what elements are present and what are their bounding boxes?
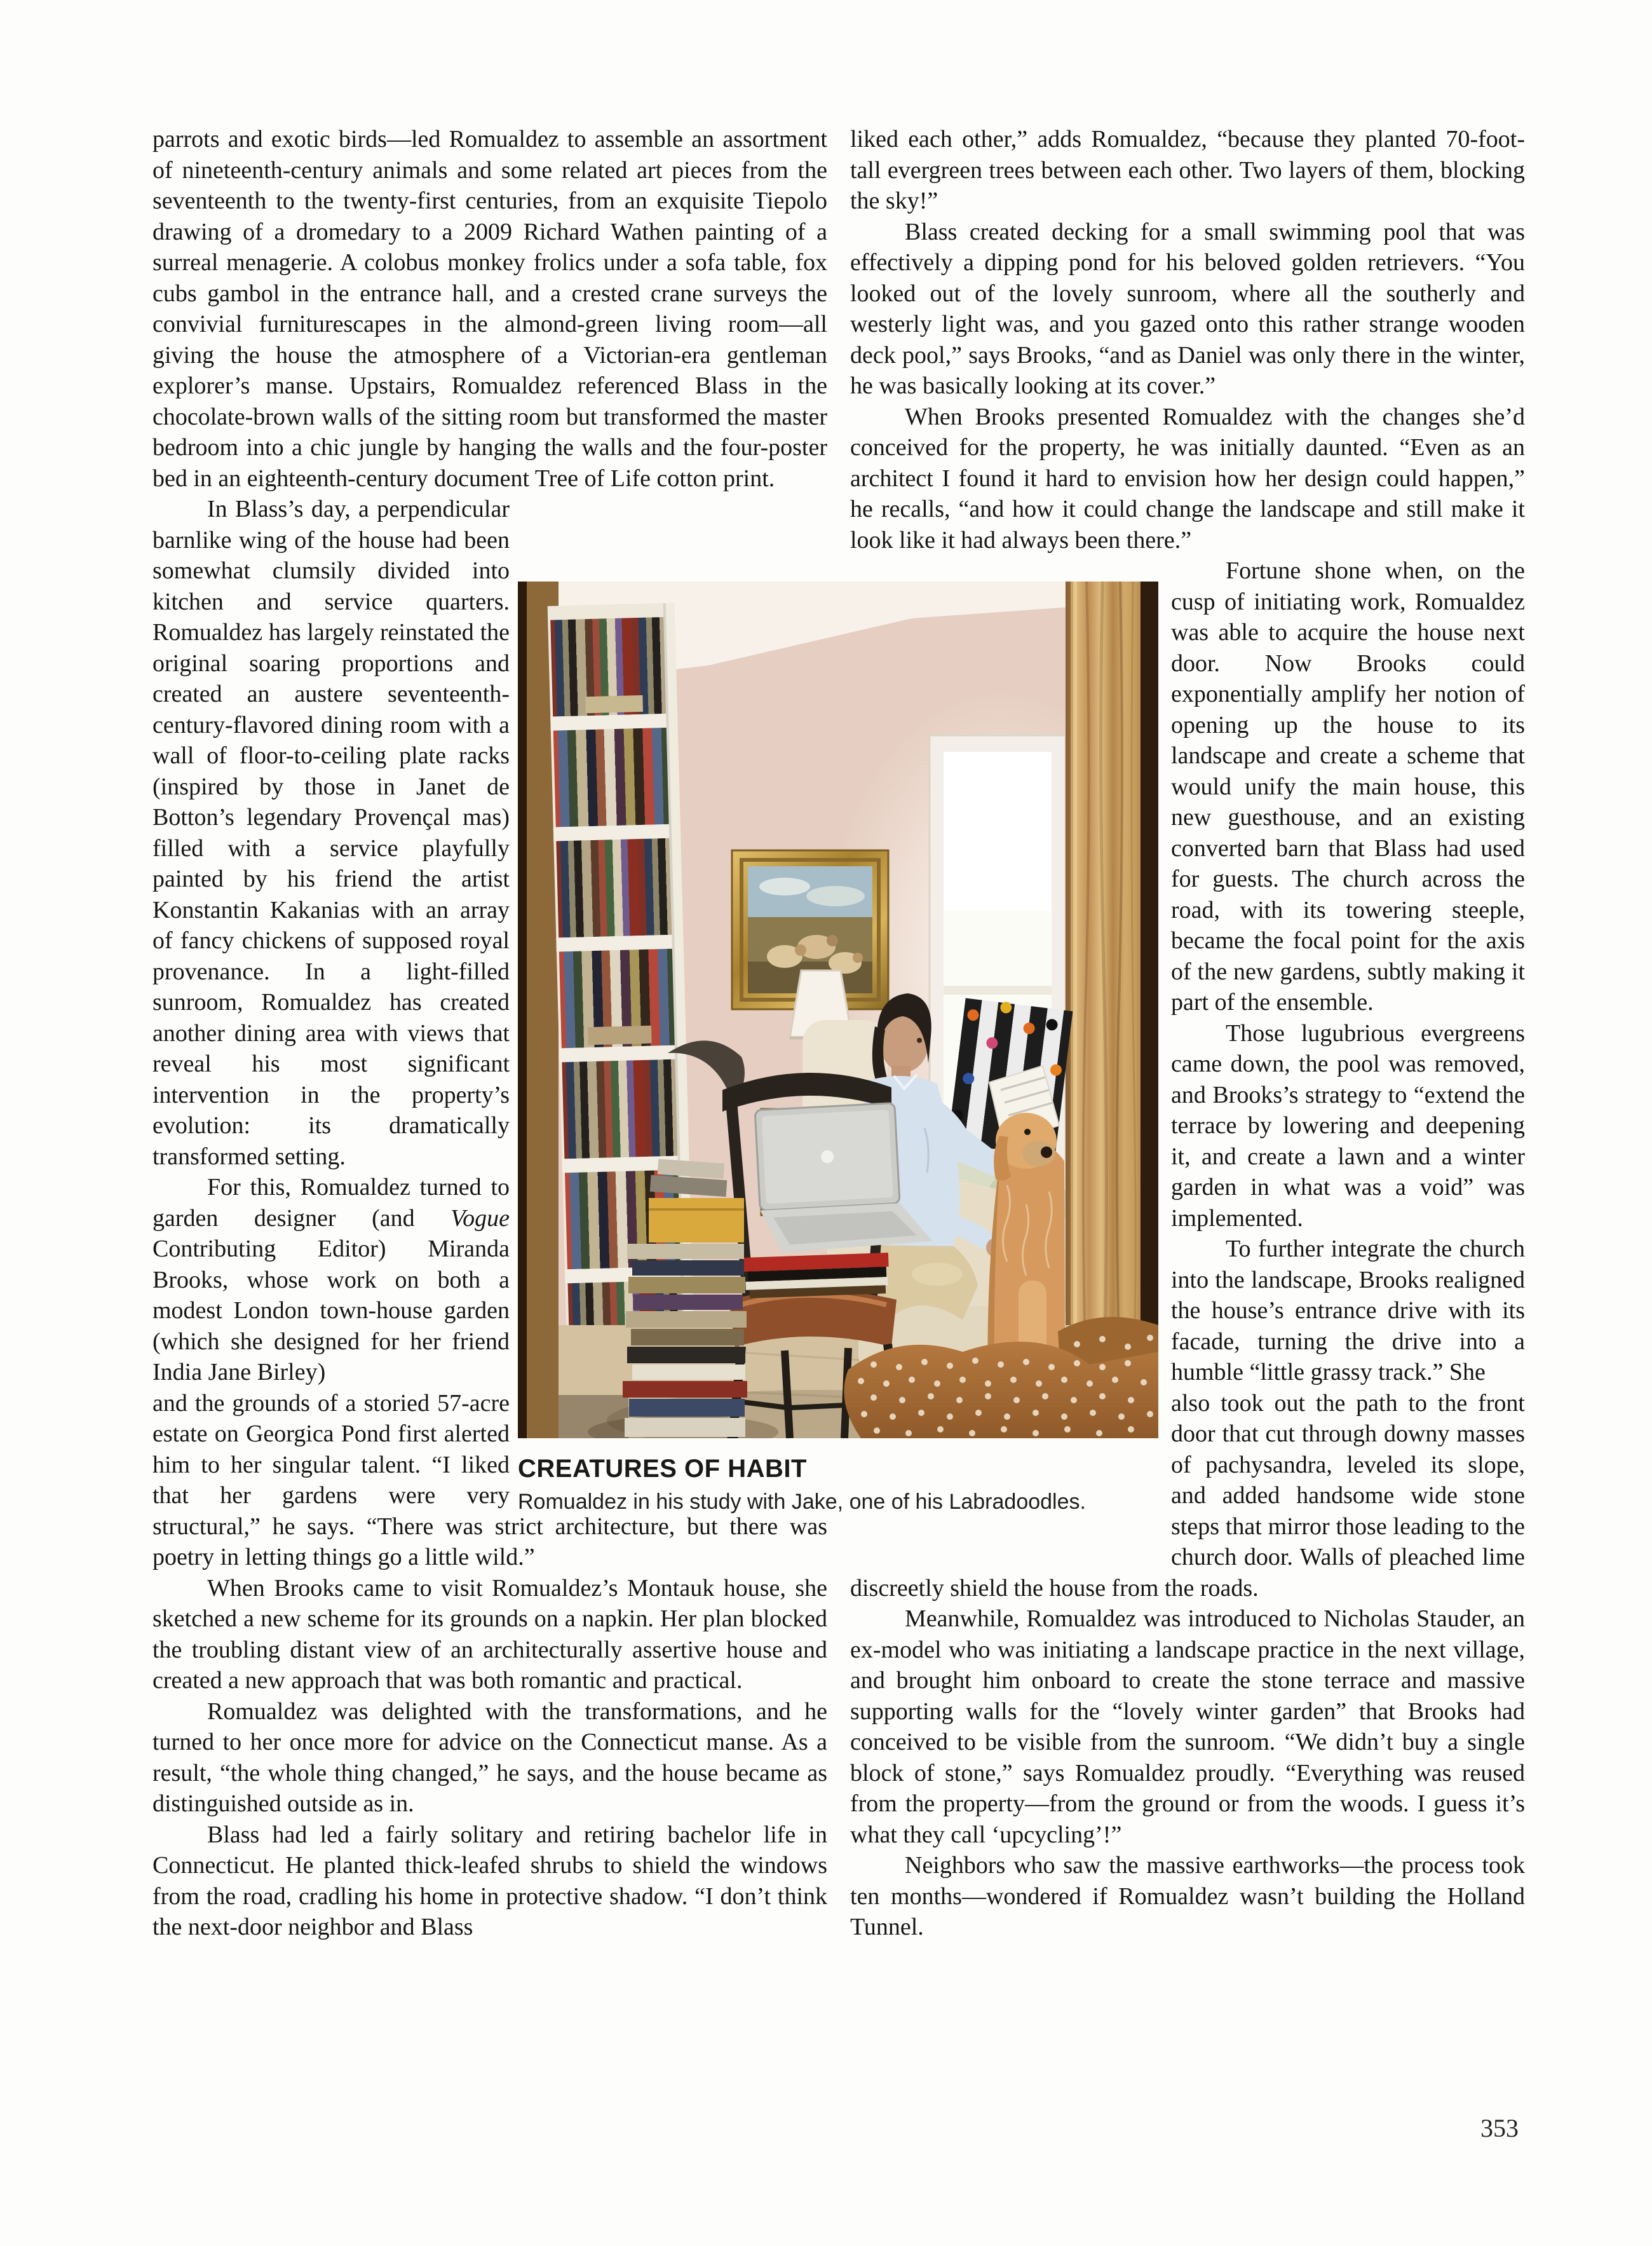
- study-photo: [518, 582, 1158, 1438]
- caption-text: Romualdez in his study with Jake, one of his Labradoodles.: [518, 1490, 1086, 1514]
- wooden-door: [1066, 582, 1144, 1438]
- body-paragraph: parrots and exotic birds—led Romualdez to assemble an assortment of nineteenth-century animals and some related art pieces from the seventeenth to the twenty-first centuries, from an exquisite Tiepolo drawing of a dromedary to a 2009 Richard Wathen painting of a surreal menagerie. A colobus monkey frolics under a sofa table, fox cubs gambol in the entrance hall, and a crested crane surveys the convivial furniturescapes in the almond-green living room—all giving the house the atmosphere of a Victorian-era gentleman explorer’s manse. Upstairs, Romualdez referenced Blass in the chocolate-brown walls of the sitting room but transformed the master bedroom into a chic jungle by hanging the walls and the four-poster bed in an eighteenth-century document Tree of Life cotton print.: [152, 126, 827, 492]
- door-frame-dark: [1141, 582, 1158, 1438]
- body-paragraph: Romualdez was delighted with the transformations, and he turned to her once more for advice on the Connecticut manse. As a result, “the whole thing changed,” he says, and the house became as distinguished outside as in.: [152, 1698, 827, 1817]
- body-paragraph: When Brooks presented Romualdez with the changes she’d conceived for the property, he was initially daunted. “Even as an architect I found it hard to envision how her design could happen,” he recalls, “and how it could change the landscape and still make it look like it had always been there.”: [850, 403, 1525, 554]
- left-door-frame-dark: [518, 582, 527, 1438]
- body-paragraph: Blass created decking for a small swimming pool that was effectively a dipping pond for his beloved golden retrievers. “You looked out of the lovely sunroom, where all the southerly and westerly light was, and you gazed onto this rather strange wooden deck pool,” says Brooks, “and as Daniel was only there in the winter, he was basically looking at its cover.”: [850, 218, 1525, 399]
- body-paragraph: To further integrate the church into the landscape, Brooks realigned the house’s entrance drive with its facade, turning the drive into a humble “little grassy track.” She: [1171, 1235, 1525, 1385]
- body-paragraph: and the grounds of a storied 57-acre estate on Georgica Pond first alerted him to her singular talent. “I liked that her gardens were very structural,” he says. “There was strict architecture, but there was poetry in letting things go a little wild.”: [152, 1389, 827, 1570]
- body-paragraph: Blass had led a fairly solitary and retiring bachelor life in Connecticut. He planted thick-leafed shrubs to shield the windows from the road, cradling his home in protective shadow. “I don’t think the next-door neighbor and Blass: [152, 1821, 827, 1940]
- left-column-top-text: [152, 124, 827, 494]
- caption-title: CREATURES OF HABIT: [518, 1455, 807, 1483]
- body-paragraph: Meanwhile, Romualdez was introduced to Nicholas Stauder, an ex-model who was initiating a landscape practice in the next village, and brought him onboard to create the stone terrace and massive supporting walls for the “lovely winter garden” that Brooks had conceived to be visible from the sunroom. “We didn’t buy a single block of stone,” says Romualdez proudly. “Everything was reused from the property—from the ground or from the woods. I guess it’s what they call ‘upcycling’!”: [850, 1605, 1525, 1848]
- body-paragraph: Those lugubrious evergreens came down, the pool was removed, and Brooks’s strategy to “extend the terrace by lowering and deepening it, and create a lawn and a winter garden in what was a void” was implemented.: [1171, 1019, 1525, 1232]
- right-column-top-text: [850, 124, 1525, 555]
- yellow-box: [649, 1198, 744, 1242]
- body-paragraph: In Blass’s day, a perpendicular barnlike wing of the house had been somewhat clumsily divided into kitchen and service quarters. Romualdez has largely reinstated the original soaring proportions and created an austere seventeenth-century-flavored dining room with a wall of floor-to-ceiling plate racks (inspired by those in Janet de Botton’s legendary Provençal mas) filled with a service playfully painted by his friend the artist Konstantin Kakanias with an array of fancy chickens of supposed royal provenance. In a light-filled sunroom, Romualdez has created another dining area with views that reveal his most significant intervention in the property’s evolution: its dramatically transformed setting.: [152, 496, 510, 1170]
- body-paragraph: For this, Romualdez turned to garden designer (and Vogue Contributing Editor) Miranda Brooks, whose work on both a modest London town-house garden (which she designed for her friend India Jane Birley): [152, 1174, 510, 1385]
- body-paragraph: also took out the path to the front door that cut through downy masses of pachysandra, leveled its slope, and added handsome wide stone steps that mirror those leading to the church door. Walls of pleached lime discreetly shield the house from the roads.: [850, 1389, 1525, 1602]
- body-paragraph: liked each other,” adds Romualdez, “because they planted 70-foot-tall evergreen trees between each other. Two layers of them, blocking the sky!”: [850, 126, 1525, 214]
- body-paragraph: Fortune shone when, on the cusp of initiating work, Romualdez was able to acquire the house next door. Now Brooks could exponentially amplify her notion of opening up the house to its landscape and create a scheme that would unify the main house, this new guesthouse, and an existing converted barn that Blass had used for guests. The church across the road, with its towering steeple, became the focal point for the axis of the new gardens, subtly making it part of the ensemble.: [1171, 557, 1525, 1016]
- photo-caption: [518, 1454, 1118, 1515]
- body-paragraph: When Brooks came to visit Romualdez’s Montauk house, she sketched a new scheme for its grounds on a napkin. Her plan blocked the troubling distant view of an architecturally assertive house and created a new approach that was both romantic and practical.: [152, 1574, 827, 1694]
- page-number: 353: [1480, 2114, 1519, 2142]
- body-paragraph: Neighbors who saw the massive earthworks—the process took ten months—wondered if Romualdez wasn’t building the Holland Tunnel.: [850, 1852, 1525, 1940]
- books-on-chair: [743, 1253, 890, 1298]
- study-photo-illustration: [518, 582, 1158, 1438]
